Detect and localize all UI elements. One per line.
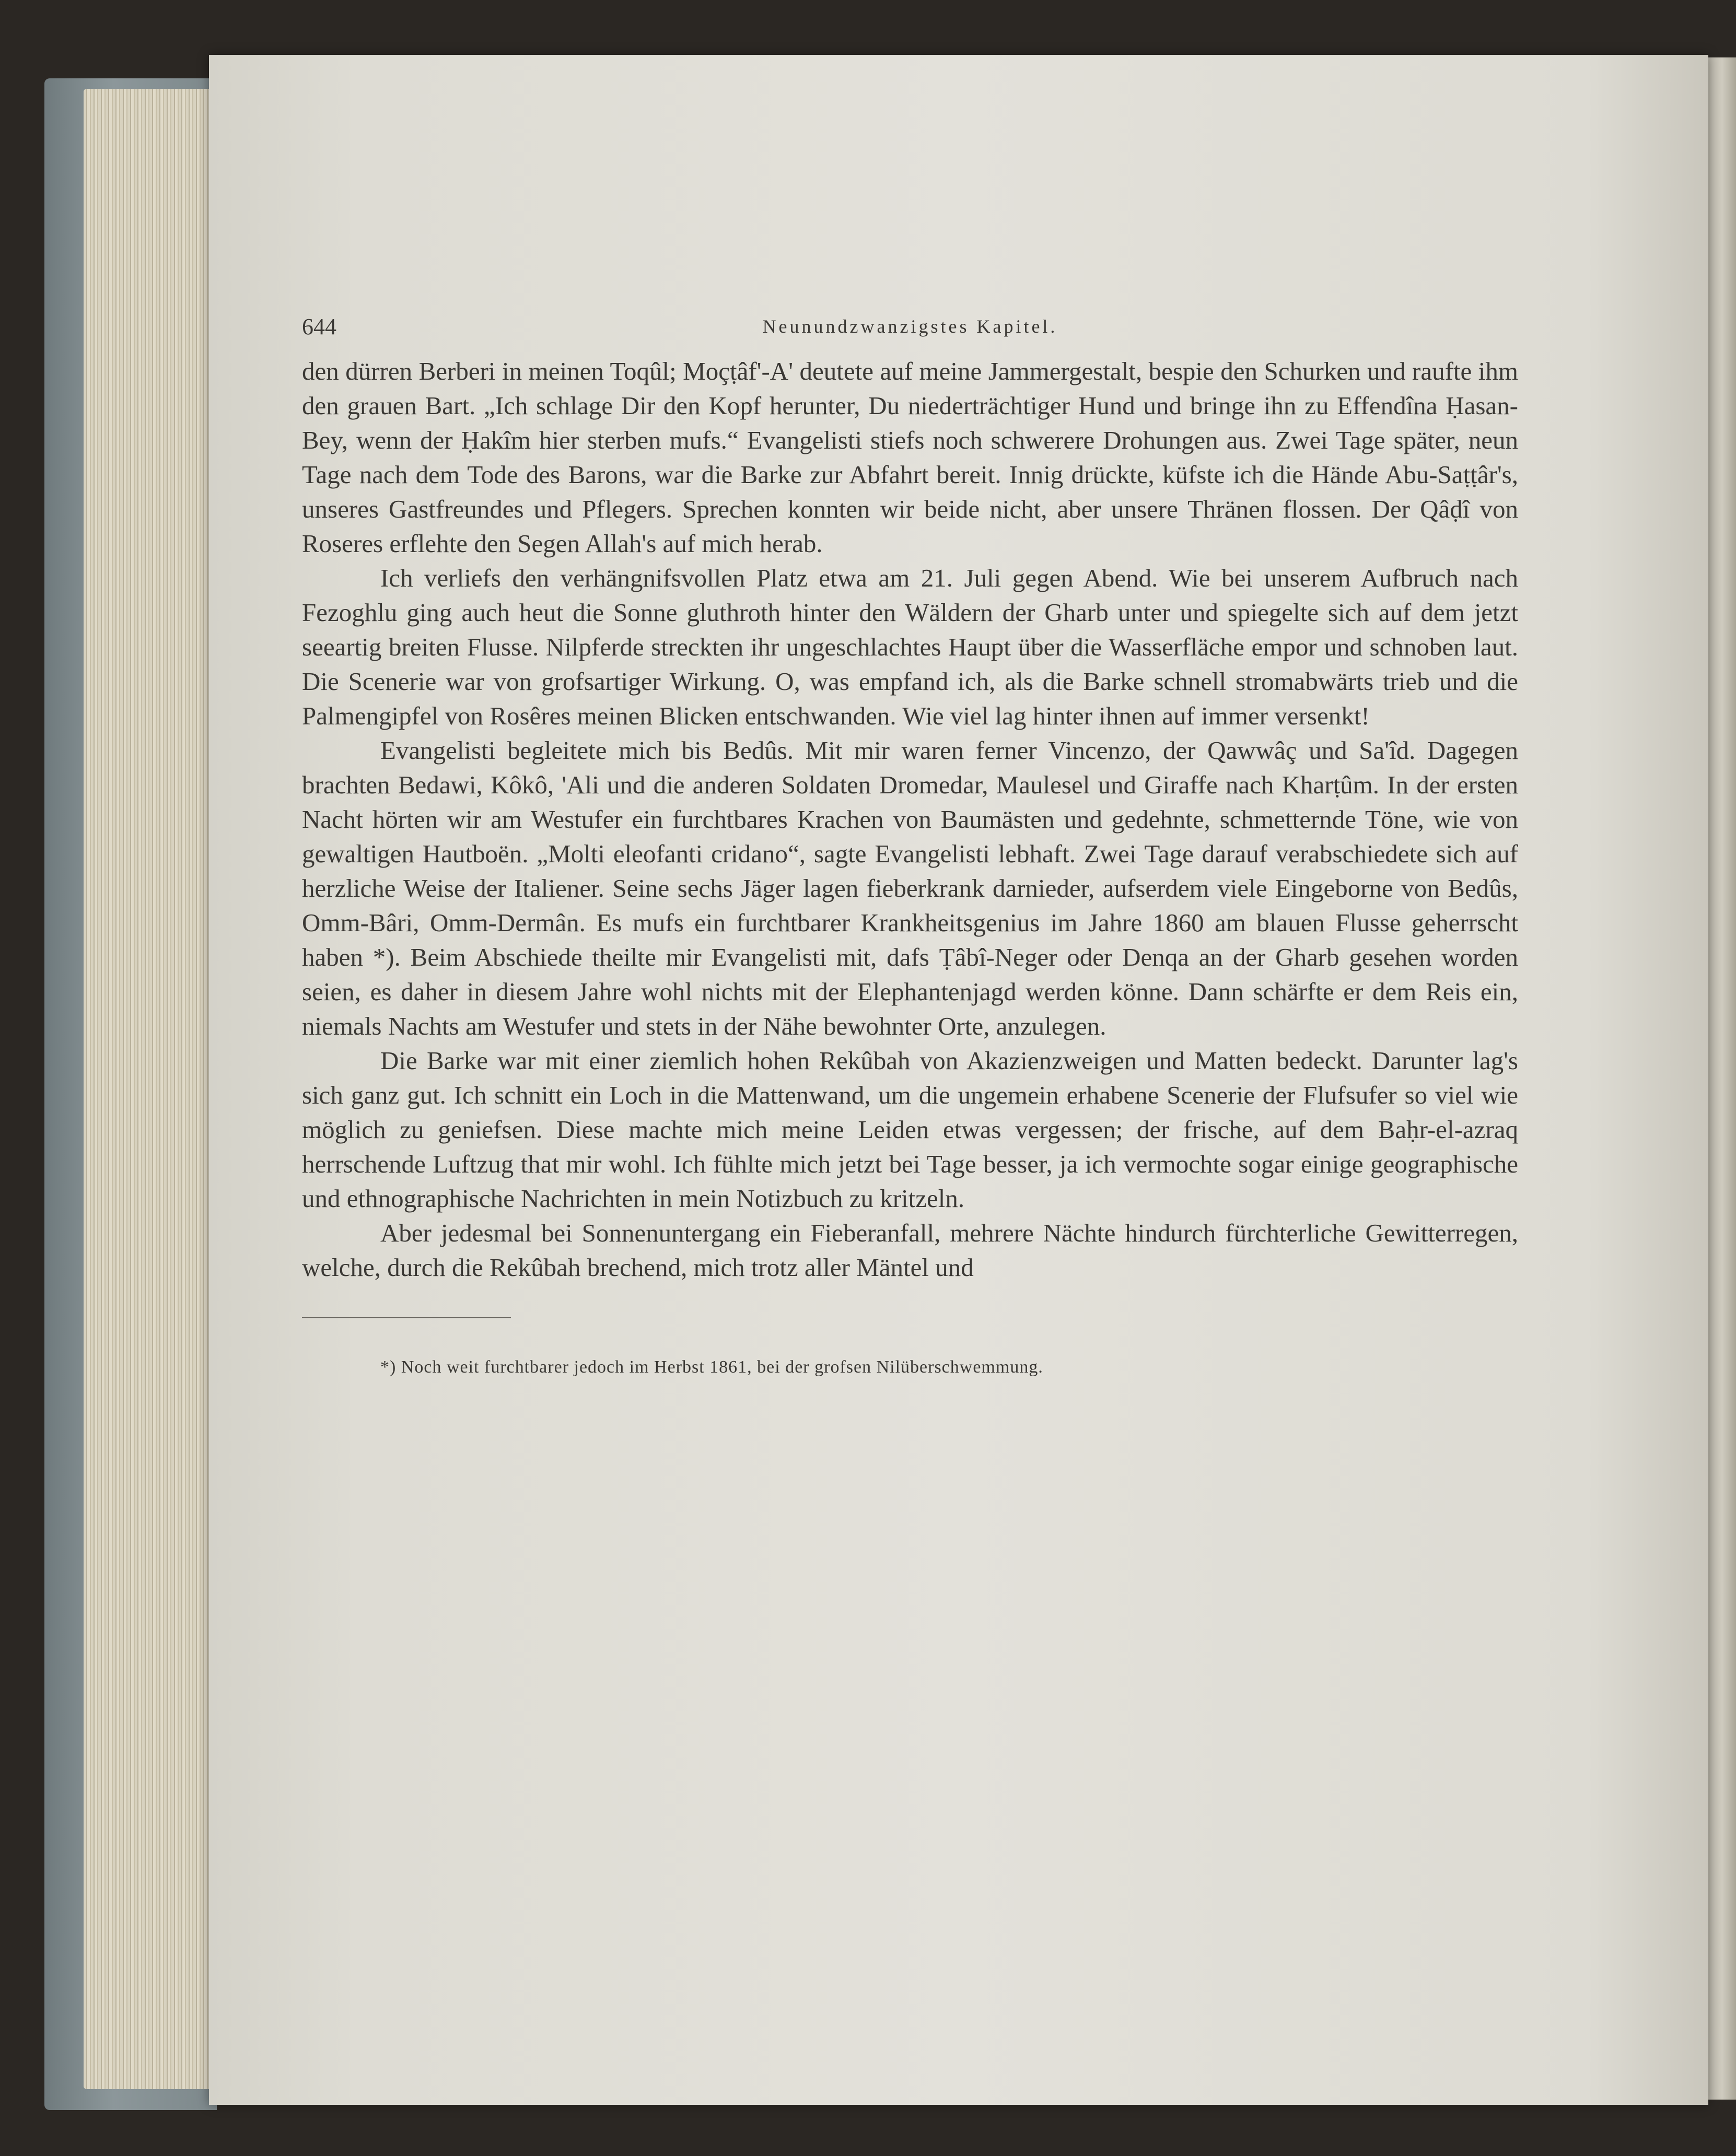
paragraph: Evangelisti begleitete mich bis Bedûs. Mit mir waren ferner Vincenzo, der Qawwâç und Sa'îd. Dagegen brachten Bedawi, Kôkô, 'Ali und die anderen Soldaten Dromedar, Maulesel und Giraffe nach Kharṭûm. In der ersten Nacht hörten wir am Westufer ein furchtbares Krachen von Baumästen und gedehnte, schmetternde Töne, wie von gewaltigen Hautboën. „Molti eleofanti cridano“, sagte Evangelisti lebhaft. Zwei Tage darauf verabschiedete sich auf herzliche Weise der Italiener. Seine sechs Jäger lagen fieberkrank darnieder, aufserdem viele Eingeborne von Bedûs, Omm-Bâri, Omm-Dermân. Es mufs ein furchtbarer Krankheitsgenius im Jahre 1860 am blauen Flusse geherrscht haben *). Beim Abschiede theilte mir Evangelisti mit, dafs Ṭâbî-Neger oder Denqa an der Gharb gesehen worden seien, es daher in diesem Jahre wohl nichts mit der Elephantenjagd werden könne. Dann schärfte er dem Reis ein, niemals Nachts am Westufer und stets in der Nähe bewohnter Orte, anzulegen. — [302, 736, 1518, 1040]
text-block — [302, 313, 1518, 1395]
next-page-edge — [1708, 57, 1736, 2100]
page-edges — [84, 89, 217, 2089]
footnote-rule — [302, 1317, 511, 1318]
footnote: *) Noch weit furchtbarer jedoch im Herbst 1861, bei der grofsen Nilüberschwemmung. — [380, 1357, 1043, 1377]
chapter-title: Neunundzwanzigstes Kapitel. — [762, 316, 1058, 337]
paragraph: Ich verliefs den verhängnifsvollen Platz etwa am 21. Juli gegen Abend. Wie bei unserem Aufbruch nach Fezoghlu ging auch heut die Sonne gluthroth hinter den Wäldern der Gharb unter und spiegelte sich auf dem jetzt seeartig breiten Flusse. Nilpferde streckten ihr ungeschlachtes Haupt über die Wasserfläche empor und schnoben laut. Die Scenerie war von grofsartiger Wirkung. O, was empfand ich, als die Barke schnell stromabwärts trieb und die Palmengipfel von Rosêres meinen Blicken entschwanden. Wie viel lag hinter ihnen auf immer versenkt! — [302, 564, 1518, 730]
page-number: 644 — [302, 314, 336, 339]
paragraph: Die Barke war mit einer ziemlich hohen Rekûbah von Akazienzweigen und Matten bedeckt. Darunter lag's sich ganz gut. Ich schnitt ein Loch in die Mattenwand, um die ungemein erhabene Scenerie der Flufsufer so viel wie möglich zu geniefsen. Diese machte mich meine Leiden etwas vergessen; der frische, auf dem Baḥr-el-azraq herrschende Luftzug that mir wohl. Ich fühlte mich jetzt bei Tage besser, ja ich vermochte sogar einige geographische und ethnographische Nachrichten in mein Notizbuch zu kritzeln. — [302, 1046, 1518, 1213]
running-head — [302, 313, 1518, 350]
paragraph: Aber jedesmal bei Sonnenuntergang ein Fieberanfall, mehrere Nächte hindurch fürchterliche Gewitterregen, welche, durch die Rekûbah brechend, mich trotz aller Mäntel und — [302, 1218, 1518, 1282]
paragraph: den dürren Berberi in meinen Toqûl; Moçṭâf'-A' deutete auf meine Jammergestalt, bespie den Schurken und raufte ihm den grauen Bart. „Ich schlage Dir den Kopf herunter, Du niederträchtiger Hund und bringe ihn zu Effendîna Ḥasan-Bey, wenn der Ḥakîm hier sterben mufs.“ Evangelisti stiefs noch schwerere Drohungen aus. Zwei Tage später, neun Tage nach dem Tode des Barons, war die Barke zur Abfahrt bereit. Innig drückte, küfste ich die Hände Abu-Saṭṭâr's, unseres Gastfreundes und Pflegers. Sprechen konnten wir beide nicht, aber unsere Thränen flossen. Der Qâḍî von Roseres erflehte den Segen Allah's auf mich herab. — [302, 357, 1518, 558]
